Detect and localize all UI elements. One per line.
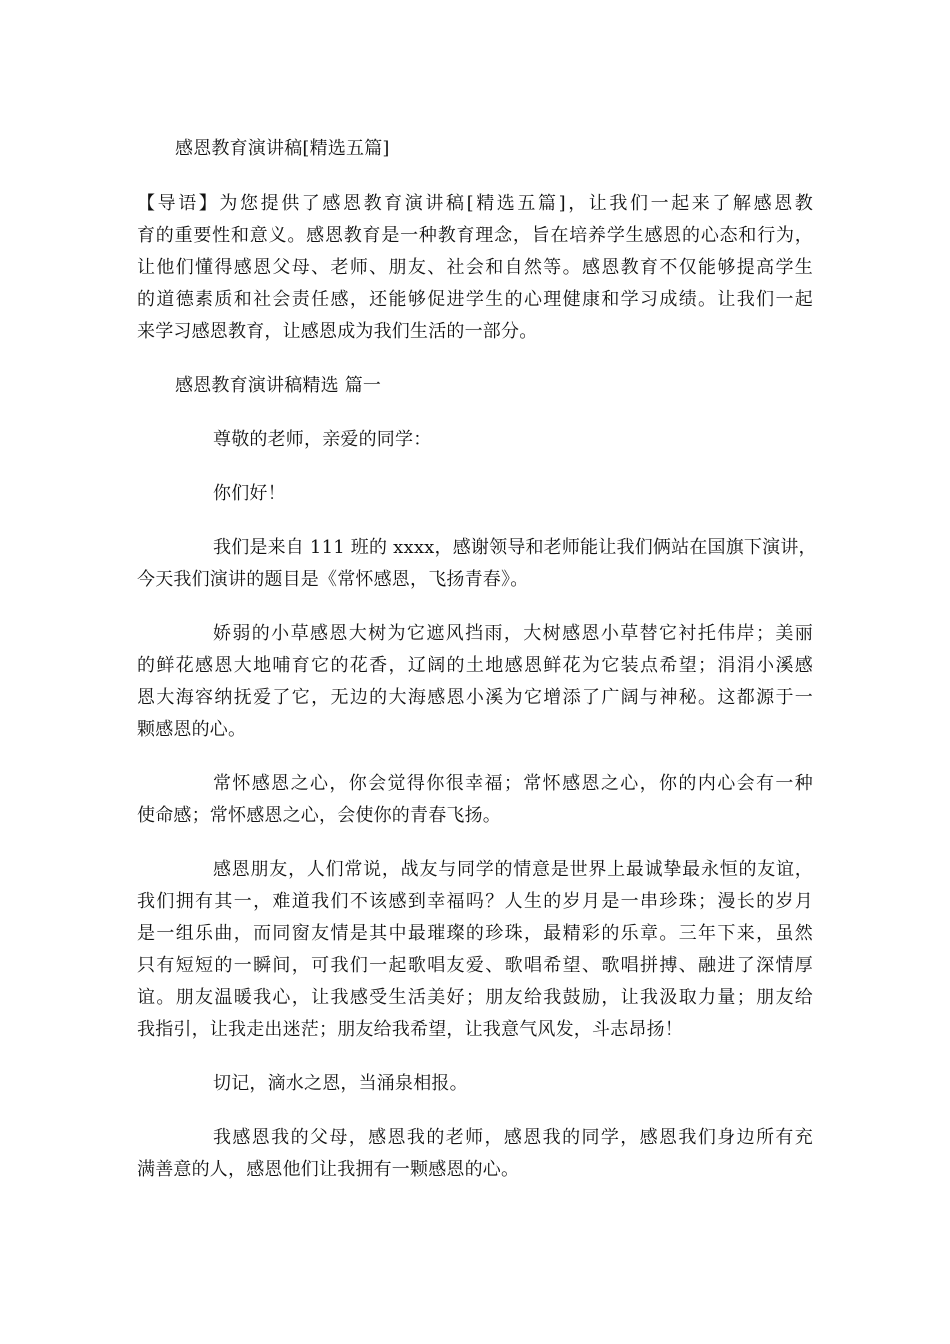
intro-line: 【导语】为您提供了感恩教育演讲稿[精选五篇]，让我们一起来了解感恩教: [137, 193, 813, 214]
paragraph-4: [137, 854, 813, 1046]
paragraph-2: [137, 618, 813, 746]
paragraph-line: 是一组乐曲，而同窗友情是其中最璀璨的珍珠，最精彩的乐章。三年下来，虽然: [137, 923, 813, 944]
paragraph-5: 切记，滴水之恩，当涌泉相报。: [213, 1073, 468, 1094]
paragraph-line: 常怀感恩之心，你会觉得你很幸福；常怀感恩之心，你的内心会有一种: [213, 773, 813, 794]
intro-line: 让他们懂得感恩父母、老师、朋友、社会和自然等。感恩教育不仅能够提高学生: [137, 257, 813, 278]
paragraph-line: 颗感恩的心。: [137, 719, 247, 740]
section-title: 感恩教育演讲稿精选 篇一: [175, 375, 382, 396]
intro-line: 的道德素质和社会责任感，还能够促进学生的心理健康和学习成绩。让我们一起: [137, 289, 813, 310]
paragraph-3: [137, 768, 813, 832]
paragraph-line: 恩大海容纳抚爱了它，无边的大海感恩小溪为它增添了广阔与神秘。这都源于一: [137, 687, 813, 708]
paragraph-line: 今天我们演讲的题目是《常怀感恩，飞扬青春》。: [137, 569, 529, 590]
paragraph-line: 我们拥有其一，难道我们不该感到幸福吗？人生的岁月是一串珍珠；漫长的岁月: [137, 891, 813, 912]
paragraph-line: 我们是来自 111 班的 xxxx，感谢领导和老师能让我们俩站在国旗下演讲，: [213, 537, 817, 558]
paragraph-line: 满善意的人，感恩他们让我拥有一颗感恩的心。: [137, 1159, 520, 1180]
paragraph-line: 只有短短的一瞬间，可我们一起歌唱友爱、歌唱希望、歌唱拼搏、融进了深情厚: [137, 955, 813, 976]
paragraph-line: 我感恩我的父母，感恩我的老师，感恩我的同学，感恩我们身边所有充: [213, 1127, 813, 1148]
paragraph-line: 使命感；常怀感恩之心，会使你的青春飞扬。: [137, 805, 501, 826]
greeting: 你们好！: [213, 483, 286, 504]
paragraph-line: 感恩朋友，人们常说，战友与同学的情意是世界上最诚挚最永恒的友谊，: [213, 859, 813, 880]
paragraph-line: 谊。朋友温暖我心，让我感受生活美好；朋友给我鼓励，让我汲取力量；朋友给: [137, 987, 813, 1008]
document-title: 感恩教育演讲稿[精选五篇]: [175, 138, 390, 159]
intro-line: 育的重要性和意义。感恩教育是一种教育理念，旨在培养学生感恩的心态和行为，: [137, 225, 813, 246]
document-body: [137, 133, 817, 1186]
salutation: 尊敬的老师，亲爱的同学：: [213, 429, 432, 450]
paragraph-6: [137, 1122, 813, 1186]
intro-paragraph: [137, 188, 813, 348]
paragraph-1: [137, 532, 817, 596]
intro-line: 来学习感恩教育，让感恩成为我们生活的一部分。: [137, 321, 538, 342]
paragraph-line: 我指引，让我走出迷茫；朋友给我希望，让我意气风发，斗志昂扬！: [137, 1019, 683, 1040]
paragraph-line: 的鲜花感恩大地哺育它的花香，辽阔的土地感恩鲜花为它装点希望；涓涓小溪感: [137, 655, 813, 676]
paragraph-line: 娇弱的小草感恩大树为它遮风挡雨，大树感恩小草替它衬托伟岸；美丽: [213, 623, 813, 644]
